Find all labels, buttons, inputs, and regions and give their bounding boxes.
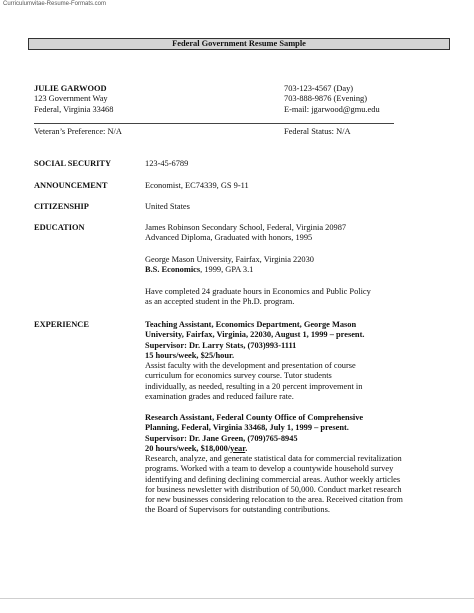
contact-left — [34, 84, 113, 115]
education-school-1 — [145, 223, 346, 244]
federal-status: Federal Status: N/A — [284, 127, 351, 136]
announcement-value: Economist, EC74339, GS 9-11 — [145, 181, 249, 190]
education-note-line-1: Have completed 24 graduate hours in Economics and Public Policy — [145, 287, 371, 296]
job-2 — [145, 413, 403, 516]
education-note-line-2: as an accepted student in the Ph.D. program. — [145, 297, 295, 307]
contact-right — [284, 84, 380, 115]
phone-day: 703-123-4567 (Day) — [284, 84, 354, 93]
divider-line — [34, 123, 394, 124]
job-1-desc-2: curriculum for economics survey course. Tutor students — [145, 371, 332, 381]
job-2-desc-2: programs. Worked with a team to develop a countywide household survey — [145, 464, 394, 474]
job-2-hours-main: 20 hours/week, $18,000/ — [145, 443, 231, 453]
job-1-desc-4: examination grades and reduced failure rate. — [145, 391, 294, 401]
address-line-1: 123 Government Way — [34, 94, 108, 104]
education-label: EDUCATION — [34, 223, 85, 232]
job-1-hours: 15 hours/week, $25/hour. — [145, 350, 235, 360]
resume-title-bar — [28, 38, 450, 50]
page-bottom-edge — [0, 598, 474, 599]
job-2-desc-5: for new businesses considering relocation to the area. Received citation from — [145, 495, 403, 504]
degree-details: , 1999, GPA 3.1 — [200, 265, 254, 275]
job-2-hours-end: . — [245, 443, 248, 453]
job-2-hours — [145, 444, 403, 454]
address-line-2: Federal, Virginia 33468 — [34, 104, 114, 114]
phone-evening: 703-888-9876 (Evening) — [284, 94, 368, 104]
email: E-mail: jgarwood@gmu.edu — [284, 104, 380, 114]
job-1 — [145, 320, 364, 402]
job-2-heading-2: Planning, Federal, Virginia 33468, July 1, 1999 – present. — [145, 423, 349, 433]
watermark: Curriculumvitae-Resume-Formats.com — [3, 1, 107, 7]
education-note — [145, 287, 371, 308]
education-school-1-line-2: Advanced Diploma, Graduated with honors, 1995 — [145, 233, 313, 243]
job-2-desc-4: for business newsletter with distribution of 50,000. Conduct market research — [145, 484, 402, 494]
job-2-desc-6: the Board of Supervisors for outstanding contributions. — [145, 505, 330, 515]
job-1-heading-1: Teaching Assistant, Economics Department, George Mason — [145, 320, 357, 329]
education-school-2-line-2 — [145, 265, 314, 275]
job-1-supervisor: Supervisor: Dr. Larry Stats, (703)993-1111 — [145, 340, 297, 350]
job-2-heading-1: Research Assistant, Federal County Office of Comprehensive — [145, 413, 364, 422]
job-2-supervisor: Supervisor: Dr. Jane Green, (709)765-8945 — [145, 433, 298, 443]
citizenship-label: CITIZENSHIP — [34, 202, 89, 211]
job-2-desc-1: Research, analyze, and generate statistical data for commercial revitalization — [145, 454, 402, 463]
resume-title: Federal Government Resume Sample — [172, 39, 306, 48]
education-school-2-line-1: George Mason University, Fairfax, Virginia 22030 — [145, 255, 314, 264]
job-2-hours-year: year — [230, 443, 246, 453]
job-2-desc-3: identifying and defining declining commercial areas. Author weekly articles — [145, 474, 401, 484]
job-1-desc-3: individually, as needed, resulting in a 20 percent improvement in — [145, 381, 363, 391]
degree-name: B.S. Economics — [145, 265, 201, 275]
experience-label: EXPERIENCE — [34, 320, 89, 329]
ssn-value: 123-45-6789 — [145, 159, 189, 168]
job-1-heading-2: University, Fairfax, Virginia, 22030, August 1, 1999 – present. — [145, 330, 365, 340]
applicant-name: JULIE GARWOOD — [34, 84, 107, 93]
veterans-preference: Veteran’s Preference: N/A — [34, 127, 122, 136]
education-school-2 — [145, 255, 314, 276]
ssn-label: SOCIAL SECURITY — [34, 159, 112, 168]
citizenship-value: United States — [145, 202, 190, 211]
announcement-label: ANNOUNCEMENT — [34, 181, 108, 190]
education-school-1-line-1: James Robinson Secondary School, Federal, Virginia 20987 — [145, 223, 347, 232]
job-1-desc-1: Assist faculty with the development and presentation of course — [145, 361, 356, 370]
